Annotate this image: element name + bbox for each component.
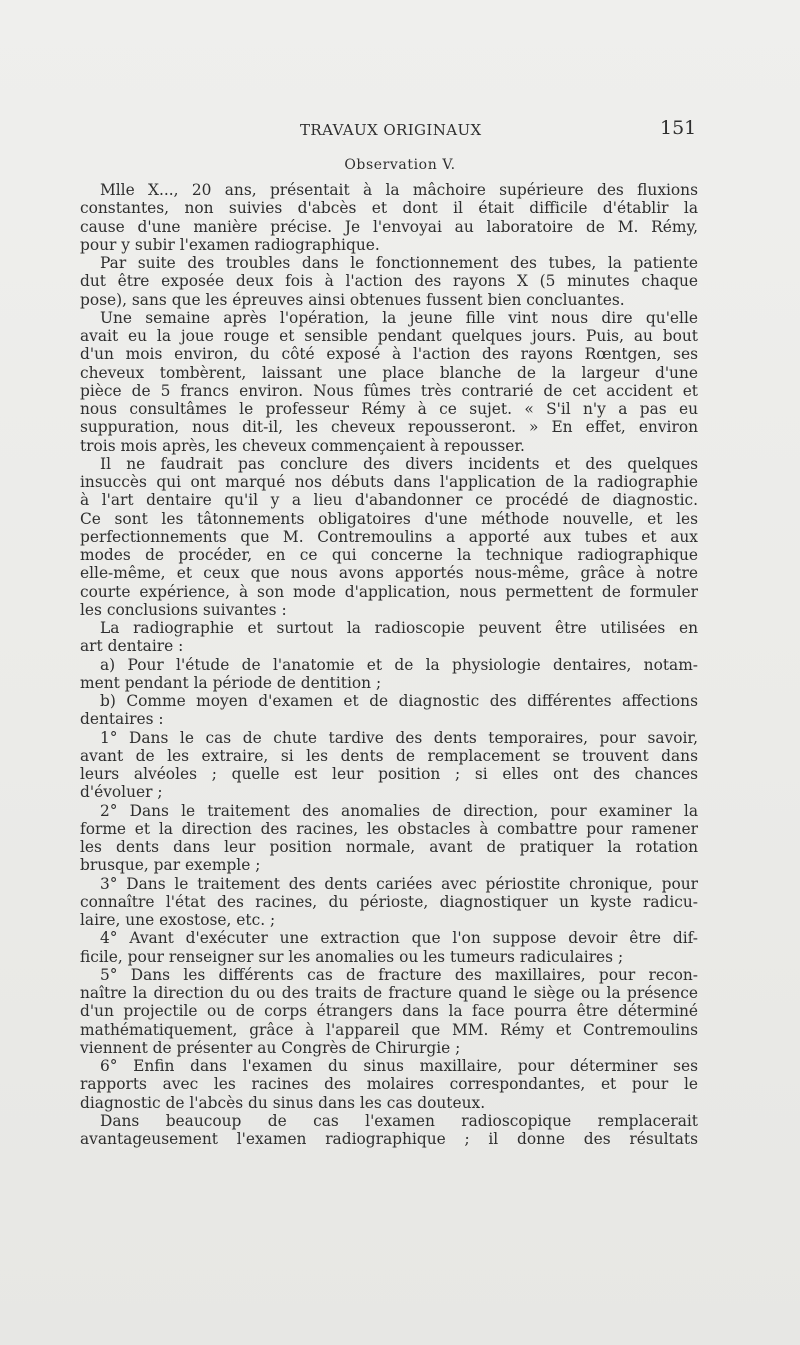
text-line: avait eu la joue rouge et sensible pendant quelques jours. Puis, au bout (80, 327, 698, 345)
text-line: 1° Dans le cas de chute tardive des dents temporaires, pour savoir, (100, 728, 698, 747)
text-line: 6° Enfin dans l'examen du sinus maxillaire, pour déterminer ses (100, 1057, 698, 1075)
text-line: suppuration, nous dit-il, les cheveux repousseront. » En effet, environ (80, 418, 698, 437)
text-line: courte expérience, à son mode d'application, nous permettent de formuler (80, 582, 698, 601)
text-line: laire, une exostose, etc. ; (80, 911, 276, 929)
text-line: trois mois après, les cheveux commençaient à repousser. (80, 436, 525, 455)
text-line: connaître l'état des racines, du périoste, diagnostiquer un kyste radicu- (80, 892, 698, 911)
running-title: TRAVAUX ORIGINAUX (300, 121, 482, 139)
text-line: naître la direction du ou des traits de fracture quand le siège ou la présence (80, 984, 698, 1002)
text-line: rapports avec les racines des molaires correspondantes, et pour le (80, 1075, 698, 1094)
text-line: a) Pour l'étude de l'anatomie et de la physiologie dentaires, notam- (100, 655, 698, 674)
text-line: pour y subir l'examen radiographique. (80, 235, 380, 254)
text-line: Une semaine après l'opération, la jeune fille vint nous dire qu'elle (100, 308, 698, 327)
text-line: mathématiquement, grâce à l'appareil que MM. Rémy et Contremoulins (80, 1020, 698, 1039)
text-line: constantes, non suivies d'abcès et dont il était difficile d'établir la (80, 199, 698, 218)
text-line: d'un mois environ, du côté exposé à l'action des rayons Rœntgen, ses (80, 345, 698, 364)
text-line: Dans beaucoup de cas l'examen radioscopique remplacerait (100, 1111, 698, 1130)
text-line: Ce sont les tâtonnements obligatoires d'une méthode nouvelle, et les (80, 509, 698, 528)
text-line: les conclusions suivantes : (80, 600, 287, 619)
running-head (0, 117, 800, 143)
text-line: pièce de 5 francs environ. Nous fûmes très contrarié de cet accident et (80, 381, 698, 400)
page-number: 151 (660, 117, 697, 139)
text-line: avant de les extraire, si les dents de remplacement se trouvent dans (80, 746, 698, 765)
section-title: Observation V. (344, 157, 456, 173)
text-line: 2° Dans le traitement des anomalies de direction, pour examiner la (100, 801, 698, 820)
text-line: La radiographie et surtout la radioscopie peuvent être utilisées en (100, 619, 698, 637)
text-line: dentaires : (80, 710, 164, 729)
text-line: b) Comme moyen d'examen et de diagnostic des différentes affections (100, 692, 698, 710)
text-line: dut être exposée deux fois à l'action des rayons X (5 minutes chaque (80, 272, 698, 291)
text-line: avantageusement l'examen radiographique ; il donne des résultats (80, 1130, 698, 1148)
text-line: d'un projectile ou de corps étrangers dans la face pourra être déterminé (80, 1002, 698, 1021)
text-line: leurs alvéoles ; quelle est leur position ; si elles ont des chances (80, 765, 698, 783)
text-line: à l'art dentaire qu'il y a lieu d'abandonner ce procédé de diagnostic. (80, 491, 698, 510)
text-line: modes de procéder, en ce qui concerne la technique radiographique (80, 546, 698, 564)
text-line: Par suite des troubles dans le fonctionnement des tubes, la patiente (100, 254, 698, 272)
text-line: 5° Dans les différents cas de fracture des maxillaires, pour recon- (100, 965, 698, 984)
text-line: art dentaire : (80, 637, 184, 656)
text-line: diagnostic de l'abcès du sinus dans les cas douteux. (80, 1093, 486, 1112)
text-line: insuccès qui ont marqué nos débuts dans l'application de la radiographie (80, 473, 698, 491)
text-line: pose), sans que les épreuves ainsi obtenues fussent bien concluantes. (80, 290, 625, 309)
text-line: ment pendant la période de dentition ; (80, 673, 382, 692)
text-line: cause d'une manière précise. Je l'envoyai au laboratoire de M. Rémy, (80, 217, 698, 236)
text-line: nous consultâmes le professeur Rémy à ce sujet. « S'il n'y a pas eu (80, 400, 698, 418)
body-text (80, 181, 698, 1148)
text-line: d'évoluer ; (80, 783, 163, 802)
text-line: brusque, par exemple ; (80, 856, 261, 875)
text-line: forme et la direction des racines, les obstacles à combattre pour ramener (80, 819, 698, 838)
text-line: ficile, pour renseigner sur les anomalies ou les tumeurs radiculaires ; (80, 947, 624, 966)
text-line: Il ne faudrait pas conclure des divers incidents et des quelques (100, 454, 698, 473)
text-line: perfectionnements que M. Contremoulins a apporté aux tubes et aux (80, 527, 698, 546)
text-line: cheveux tombèrent, laissant une place blanche de la largeur d'une (80, 363, 698, 382)
text-line: les dents dans leur position normale, avant de pratiquer la rotation (80, 838, 698, 856)
text-line: elle-même, et ceux que nous avons apportés nous-même, grâce à notre (80, 564, 698, 583)
text-line: viennent de présenter au Congrès de Chirurgie ; (80, 1038, 461, 1057)
text-line: 4° Avant d'exécuter une extraction que l'on suppose devoir être dif- (100, 929, 698, 948)
text-line: 3° Dans le traitement des dents cariées avec périostite chronique, pour (100, 874, 698, 893)
text-line: Mlle X..., 20 ans, présentait à la mâchoire supérieure des fluxions (100, 181, 698, 199)
